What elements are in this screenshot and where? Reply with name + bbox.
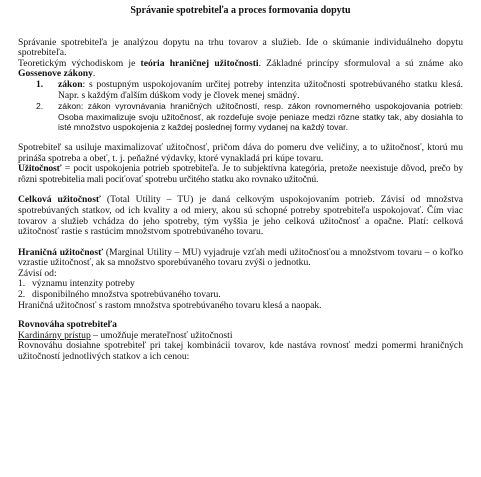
law-bold-label: zákon (58, 78, 83, 90)
law-text: : s postupným uspokojovaním určitej potreby intenzita užitočnosti spotrebúvaného statku klesá. Napr. s každým ďalším dúškom vody je človek menej smädný. (58, 78, 463, 101)
total-utility-paragraph (18, 195, 463, 237)
marginal-utility-text: (Marginal Utility – MU) vyjadruje vzťah medi užitočnosťou a množstvom tovaru – o koľko vzrastie užitočnosť, ak sa množstvo sporebúvaného tovaru zvýši o jednotku. (18, 246, 463, 269)
marginal-utility-paragraph (18, 248, 463, 269)
gossen-laws-list (18, 80, 463, 133)
marginal-closing: Hraničná užitočnosť s rastom množstva spotrebúvaného tovaru klesá a naopak. (18, 299, 322, 311)
gossen-laws-term: Gossenove zákony (18, 68, 93, 80)
depends-label: Závisí od: (18, 267, 57, 279)
equilibrium-text: Rovnováhu dosiahne spotrebiteľ pri takej kombinácii tovarov, kde nastáva rovnosť medzi pomermi hraničných užitočností jednotlivých statkov a ich cenou: (18, 340, 463, 363)
item-text: disponibilného množstva spotrebúvaného tovaru. (32, 289, 221, 301)
cardinal-term: Kardinárny prístup (18, 329, 91, 341)
maximize-paragraph: Spotrebiteľ sa usiluje maximalizovať užitočnosť, pričom dáva do pomeru dve veličiny, a to užitočnosť, ktorú mu prináša spotreba a obeť, t. j. peňažné výdavky, ktoré vynakladá pri kúpe tovaru. (18, 141, 463, 164)
theory-term: teória hraničnej užitočnosti (140, 57, 259, 69)
item-number: 2. (18, 289, 26, 301)
total-utility-text: (Total Utility – TU) je daná celkovým uspokojovaním potrieb. Závisí od množstva spotrebúvaných statkov, od ich kvality a od miery, akou sú schopné potreby spotrebiteľa uspokojovať. Čím viac tovarov a služieb vchádza do jeho spotreby, tým vyššia je jeho celková užitočnosť a opačne. Platí: celková užitočnosť rastie s rastúcim množstvom spotrebúvaného tovaru. (18, 194, 463, 238)
intro-text: Správanie spotrebiteľa je analýzou dopytu na trhu tovarov a služieb. Ide o skúmanie individuálneho dopytu spotrebiteľa. (18, 36, 463, 59)
law-item-1 (18, 80, 463, 101)
marginal-utility-term: Hraničná užitočnosť (18, 246, 104, 258)
depends-list (18, 279, 463, 300)
law-number: 1. (36, 78, 44, 90)
utility-term: Užitočnosť (18, 163, 62, 175)
document-title: Správanie spotrebiteľa a proces formovania dopytu (130, 5, 351, 16)
theory-mid: . Základné princípy sformuloval a sú známe ako (258, 57, 463, 69)
equilibrium-title: Rovnováha spotrebiteľa (18, 319, 117, 331)
total-utility-term: Celková užitočnosť (18, 194, 101, 206)
theory-pre: Teoretickým východiskom je (18, 57, 141, 69)
law-item-2 (18, 101, 463, 133)
law-number: 2. (36, 101, 44, 112)
item-text: významu intenzity potreby (32, 278, 135, 290)
item-number: 1. (18, 278, 26, 290)
theory-end: . (92, 68, 96, 80)
utility-definition (18, 164, 463, 185)
cardinal-rest: – umožňuje merateľnosť užitočnosti (90, 329, 233, 341)
utility-text: = pocit uspokojenia potrieb spotrebiteľa. Je to subjektívna kategória, pretože neexistuje dôvod, prečo by rôzni spotrebitelia mali pociťovať spotrebu určitého statku ako rovnako užitočnú. (18, 163, 463, 185)
law-text: zákon: zákon vyrovnávania hraničných užitočností, resp. zákon rovnomerného uspokojovania potrieb: Osoba maximalizuje svoju užitočnosť, ak rozdeľuje svoje peniaze medzi rôzne statky tak, aby dosiahla to isté množstvo uspokojenia z každej poslednej formy vydanej na každý tovar. (58, 101, 463, 133)
intro-paragraph (18, 38, 463, 80)
list-item (18, 290, 463, 301)
